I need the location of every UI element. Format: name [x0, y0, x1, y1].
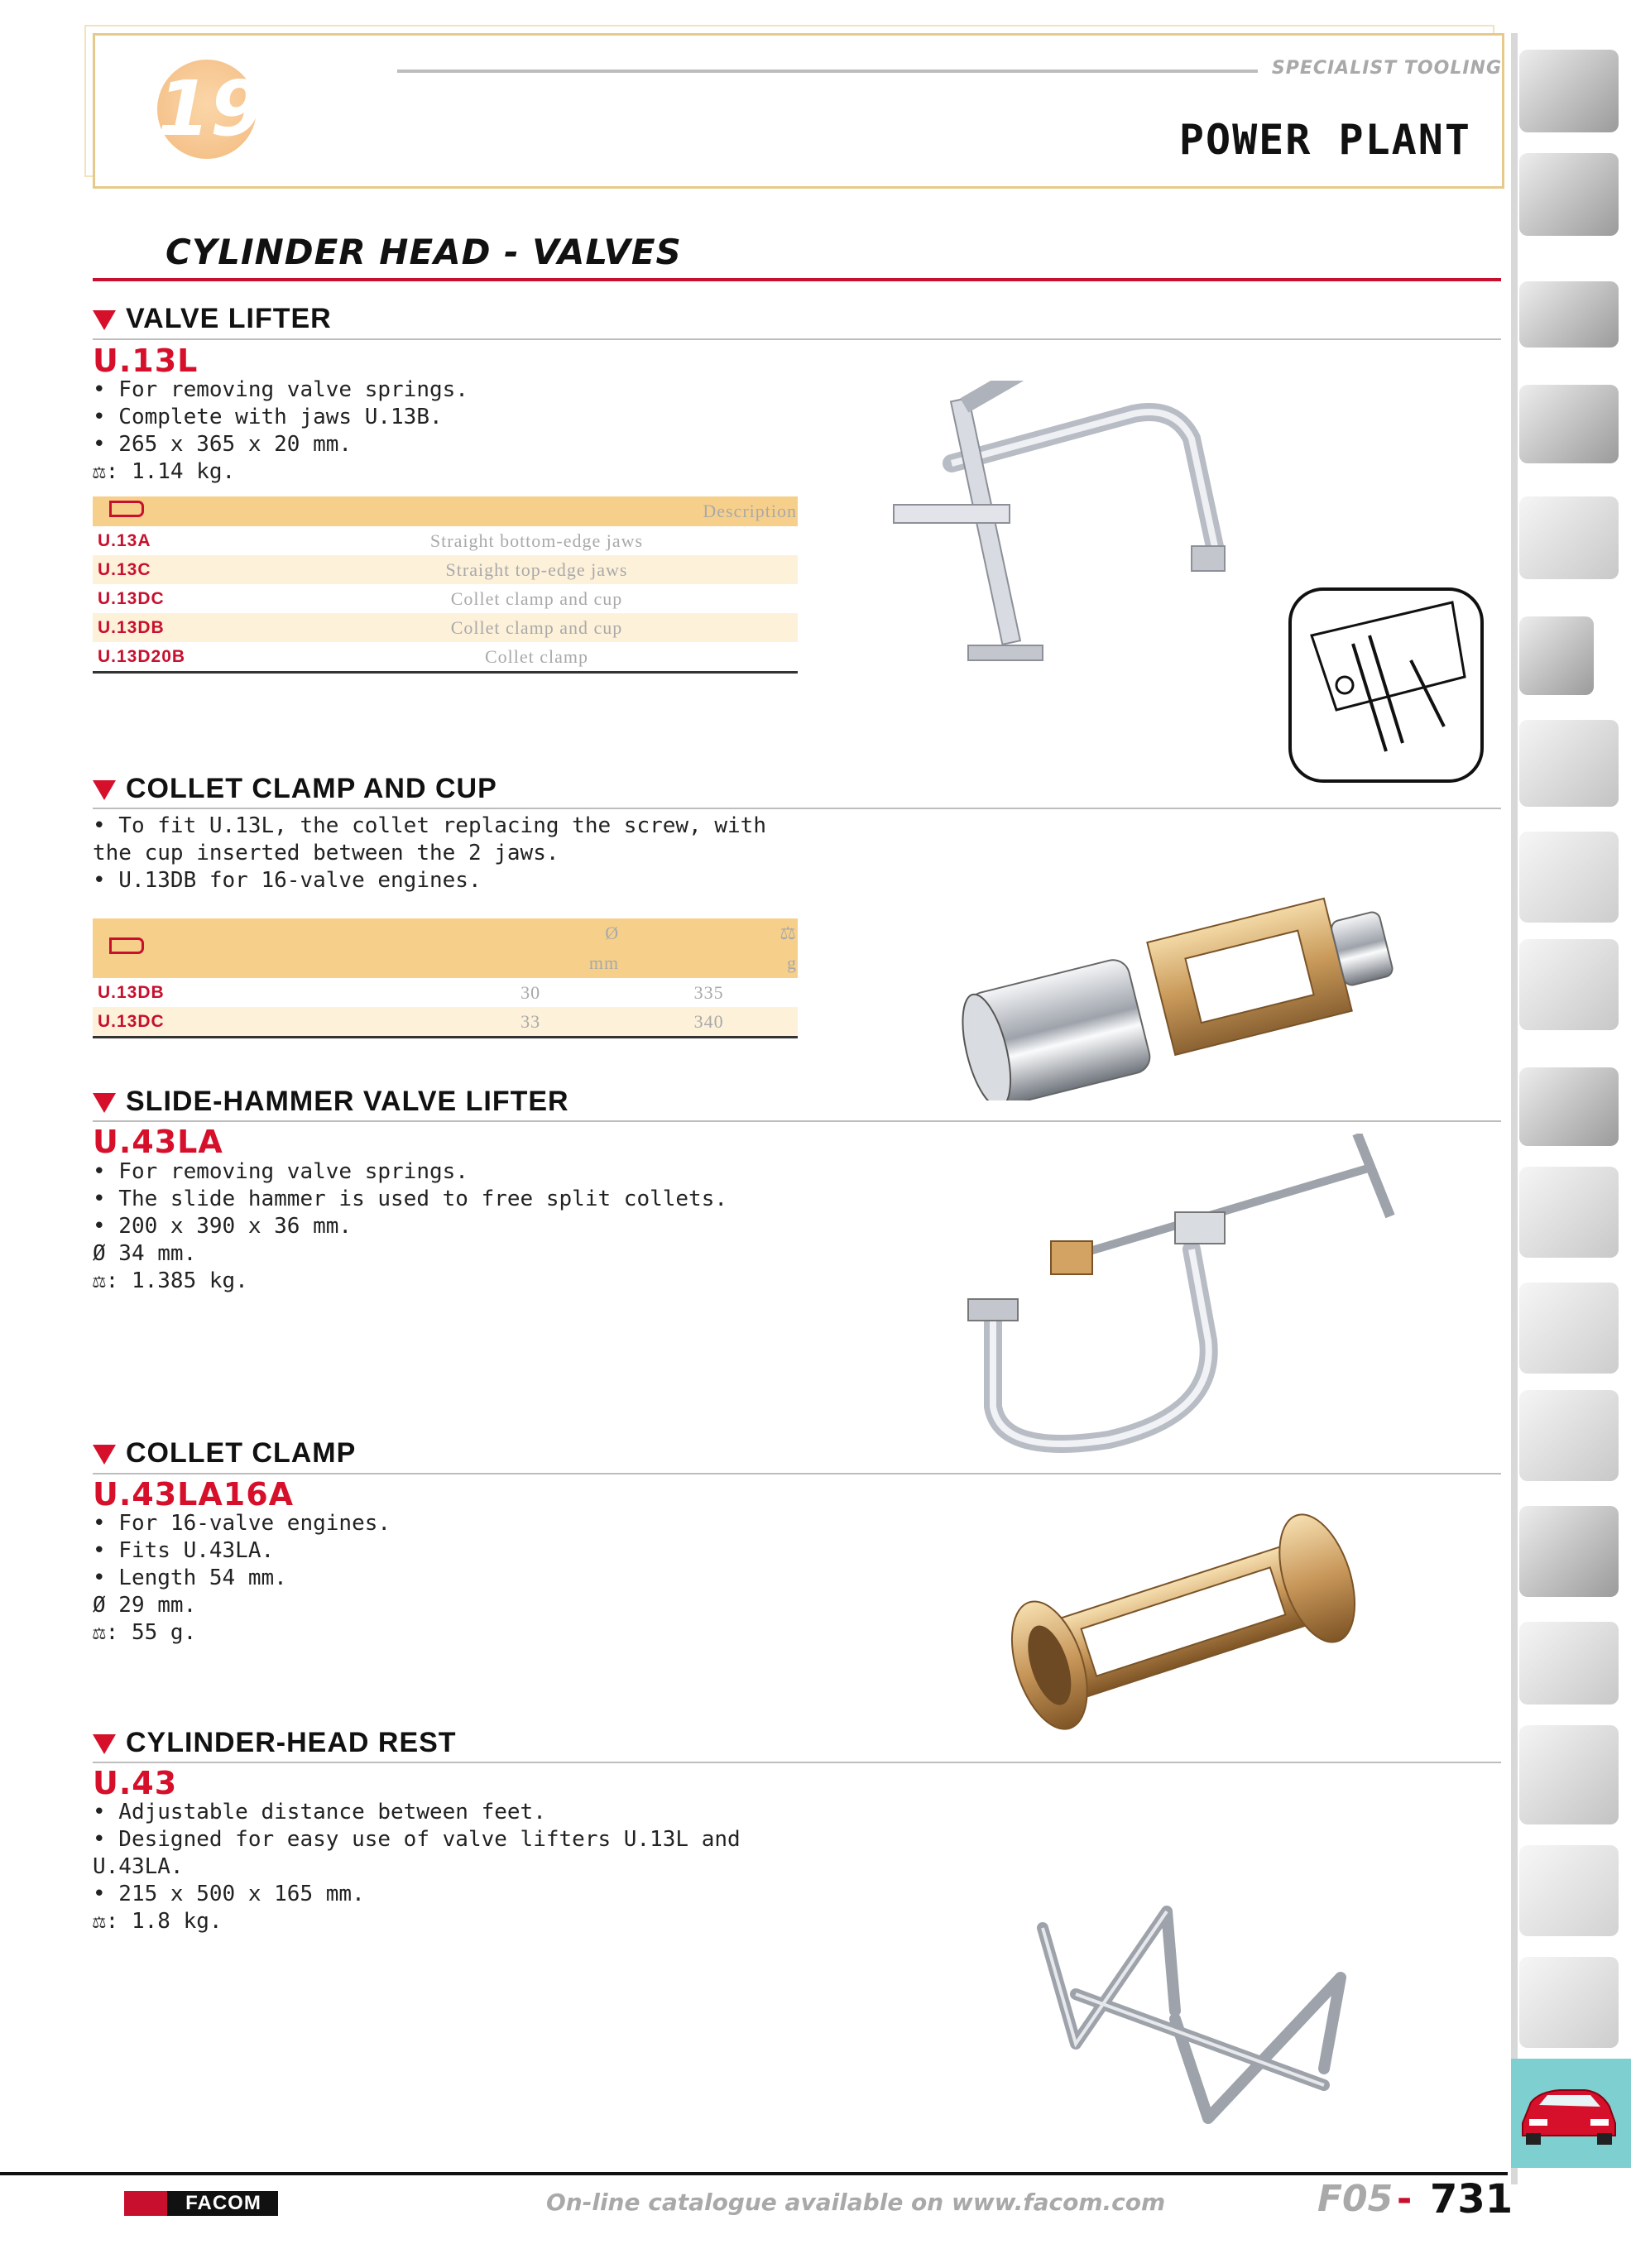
- table-row: [93, 584, 798, 613]
- description-line: U.43LA.: [93, 1854, 184, 1879]
- triangle-bullet-icon: [93, 310, 116, 330]
- slide-hammer-valve-lifter-image: [943, 1134, 1407, 1465]
- page-title: POWER PLANT: [1178, 116, 1471, 164]
- description-line: • 215 x 500 x 165 mm.: [93, 1882, 365, 1906]
- accessory-table: [93, 496, 798, 674]
- product-title-valve-lifter: VALVE LIFTER: [93, 303, 332, 335]
- storage-icon[interactable]: [1519, 1957, 1619, 2048]
- automotive-icon: [1514, 2074, 1622, 2148]
- table-cell-diameter: 30: [520, 981, 541, 1003]
- collet-clamp-image: [993, 1506, 1374, 1738]
- table-cell-desc: Collet clamp: [484, 645, 589, 667]
- brand-name: FACOM: [185, 2192, 261, 2214]
- product-rule: [93, 808, 1501, 809]
- hex-key-icon[interactable]: [1519, 832, 1619, 923]
- table-cell-code: U.13DB: [93, 613, 276, 642]
- cylinder-head-rest-image: [1026, 1878, 1374, 2135]
- section-rule: [93, 278, 1501, 281]
- footer-rule: [0, 2172, 1508, 2175]
- pliers-icon[interactable]: [1519, 939, 1619, 1030]
- online-catalogue-note[interactable]: On-line catalogue available on www.facom.com: [546, 2189, 1166, 2216]
- table-cell-weight: 335: [693, 981, 724, 1003]
- product-rule: [93, 1120, 1501, 1122]
- table-row: [93, 526, 798, 555]
- workbench-icon[interactable]: [1519, 281, 1619, 348]
- facom-reference-icon: [109, 937, 144, 954]
- table-unit: mm: [441, 948, 620, 978]
- description-line: ⚖: 1.385 kg.: [93, 1268, 248, 1293]
- hammer-icon[interactable]: [1519, 1167, 1619, 1258]
- triangle-bullet-icon: [93, 1093, 116, 1113]
- pipe-wrench-icon[interactable]: [1519, 1622, 1619, 1705]
- product-title-cylinder-head-rest: CYLINDER-HEAD REST: [93, 1727, 457, 1759]
- table-cell-code: U.13DC: [93, 1007, 441, 1038]
- product-title-collet-clamp-and-cup: COLLET CLAMP AND CUP: [93, 773, 497, 805]
- electrical-icon[interactable]: [1519, 1845, 1619, 1936]
- product-title-slide-hammer-valve-lifter: SLIDE-HAMMER VALVE LIFTER: [93, 1086, 569, 1118]
- product-ref: U.43LA16A: [93, 1476, 295, 1513]
- product-rule: [93, 1762, 1501, 1763]
- description-line: Ø 29 mm.: [93, 1593, 197, 1618]
- table-cell-desc: Collet clamp and cup: [450, 587, 623, 609]
- description-line: ⚖: 55 g.: [93, 1620, 197, 1645]
- description-line: • Adjustable distance between feet.: [93, 1800, 546, 1824]
- triangle-bullet-icon: [93, 780, 116, 800]
- description-line: • 200 x 390 x 36 mm.: [93, 1214, 353, 1239]
- product-description: [93, 813, 766, 894]
- description-line: • Complete with jaws U.13B.: [93, 405, 443, 429]
- description-line: • To fit U.13L, the collet replacing the screw, with: [93, 813, 766, 838]
- product-description: [93, 1510, 391, 1647]
- table-row: [93, 613, 798, 642]
- table-unit: g: [620, 948, 798, 978]
- product-description: [93, 376, 468, 486]
- screwdriver-icon[interactable]: [1519, 720, 1619, 807]
- toolbox-icon[interactable]: [1519, 385, 1619, 463]
- category-label: SPECIALIST TOOLING: [1271, 58, 1502, 79]
- table-row: [93, 555, 798, 584]
- header-rule: [397, 70, 1258, 73]
- table-cell-diameter: 33: [441, 1007, 620, 1038]
- product-title-collet-clamp: COLLET CLAMP: [93, 1437, 356, 1470]
- description-line: Ø 34 mm.: [93, 1241, 197, 1266]
- wrench-icon[interactable]: [1519, 496, 1619, 579]
- product-description: [93, 1158, 727, 1295]
- facom-reference-icon: [109, 501, 144, 517]
- footer-dash: -: [1397, 2178, 1413, 2220]
- product-description: [93, 1799, 741, 1935]
- product-ref: U.43LA: [93, 1124, 223, 1160]
- sidebar-rail: [1511, 33, 1518, 2184]
- dimensions-table: [93, 918, 798, 1038]
- table-header-row: [93, 496, 798, 526]
- product-ref: U.43: [93, 1765, 178, 1801]
- valve-lifter-usage-drawing: [1287, 586, 1485, 784]
- valve-lifter-image: [861, 381, 1258, 678]
- aircraft-icon[interactable]: [1519, 1725, 1619, 1824]
- table-header-row: [93, 918, 798, 948]
- description-line: • For removing valve springs.: [93, 377, 468, 402]
- description-line: • For removing valve springs.: [93, 1159, 468, 1184]
- description-line: • U.13DB for 16-valve engines.: [93, 868, 482, 893]
- description-line: the cup inserted between the 2 jaws.: [93, 841, 559, 865]
- tape-measure-icon[interactable]: [1519, 1067, 1619, 1146]
- table-cell-weight: 340: [620, 1007, 798, 1038]
- chapter-number-badge: 19: [157, 60, 257, 159]
- triangle-bullet-icon: [93, 1445, 116, 1465]
- table-cell-desc: Straight bottom-edge jaws: [429, 530, 644, 551]
- tool-cabinet-icon[interactable]: [1519, 153, 1619, 236]
- table-header: ⚖: [620, 918, 798, 948]
- product-ref: U.13L: [93, 343, 199, 379]
- hacksaw-icon[interactable]: [1519, 1283, 1619, 1374]
- table-header: Ø: [441, 918, 620, 948]
- product-rule: [93, 1473, 1501, 1474]
- table-row: [93, 1007, 798, 1038]
- description-line: • Length 54 mm.: [93, 1566, 287, 1590]
- header-frame: [93, 33, 1504, 189]
- section-title: CYLINDER HEAD - VALVES: [165, 232, 682, 272]
- table-cell-code: U.13D20B: [98, 646, 186, 666]
- table-row: [93, 978, 798, 1007]
- workshop-equipment-icon[interactable]: [1519, 50, 1619, 132]
- product-rule: [93, 338, 1501, 340]
- table-cell-code: U.13DB: [98, 982, 165, 1002]
- description-line: • Designed for easy use of valve lifters U.13L and: [93, 1827, 741, 1852]
- socket-icon[interactable]: [1519, 616, 1594, 695]
- table-cell-desc: Collet clamp and cup: [276, 613, 798, 642]
- description-line: • The slide hammer is used to free split collets.: [93, 1187, 728, 1211]
- collet-clamp-and-cup-image: [952, 869, 1415, 1100]
- table-cell-code: U.13A: [98, 530, 151, 550]
- catalogue-code: F05: [1317, 2178, 1394, 2220]
- table-cell-code: U.13C: [93, 555, 276, 584]
- table-header: Description: [276, 496, 798, 526]
- page-number: 731: [1430, 2176, 1513, 2222]
- description-line: • Fits U.43LA.: [93, 1538, 275, 1563]
- description-line: • For 16-valve engines.: [93, 1511, 391, 1536]
- description-line: • 265 x 365 x 20 mm.: [93, 432, 353, 457]
- description-line: ⚖: 1.8 kg.: [93, 1909, 223, 1934]
- impact-wrench-icon[interactable]: [1519, 1506, 1619, 1597]
- table-cell-code: U.13DC: [98, 588, 165, 608]
- facom-logo-mark: [124, 2191, 167, 2216]
- table-row: [93, 642, 798, 673]
- table-cell-desc: Straight top-edge jaws: [276, 555, 798, 584]
- puller-icon[interactable]: [1519, 1390, 1619, 1481]
- triangle-bullet-icon: [93, 1734, 116, 1754]
- description-line: ⚖: 1.14 kg.: [93, 459, 236, 484]
